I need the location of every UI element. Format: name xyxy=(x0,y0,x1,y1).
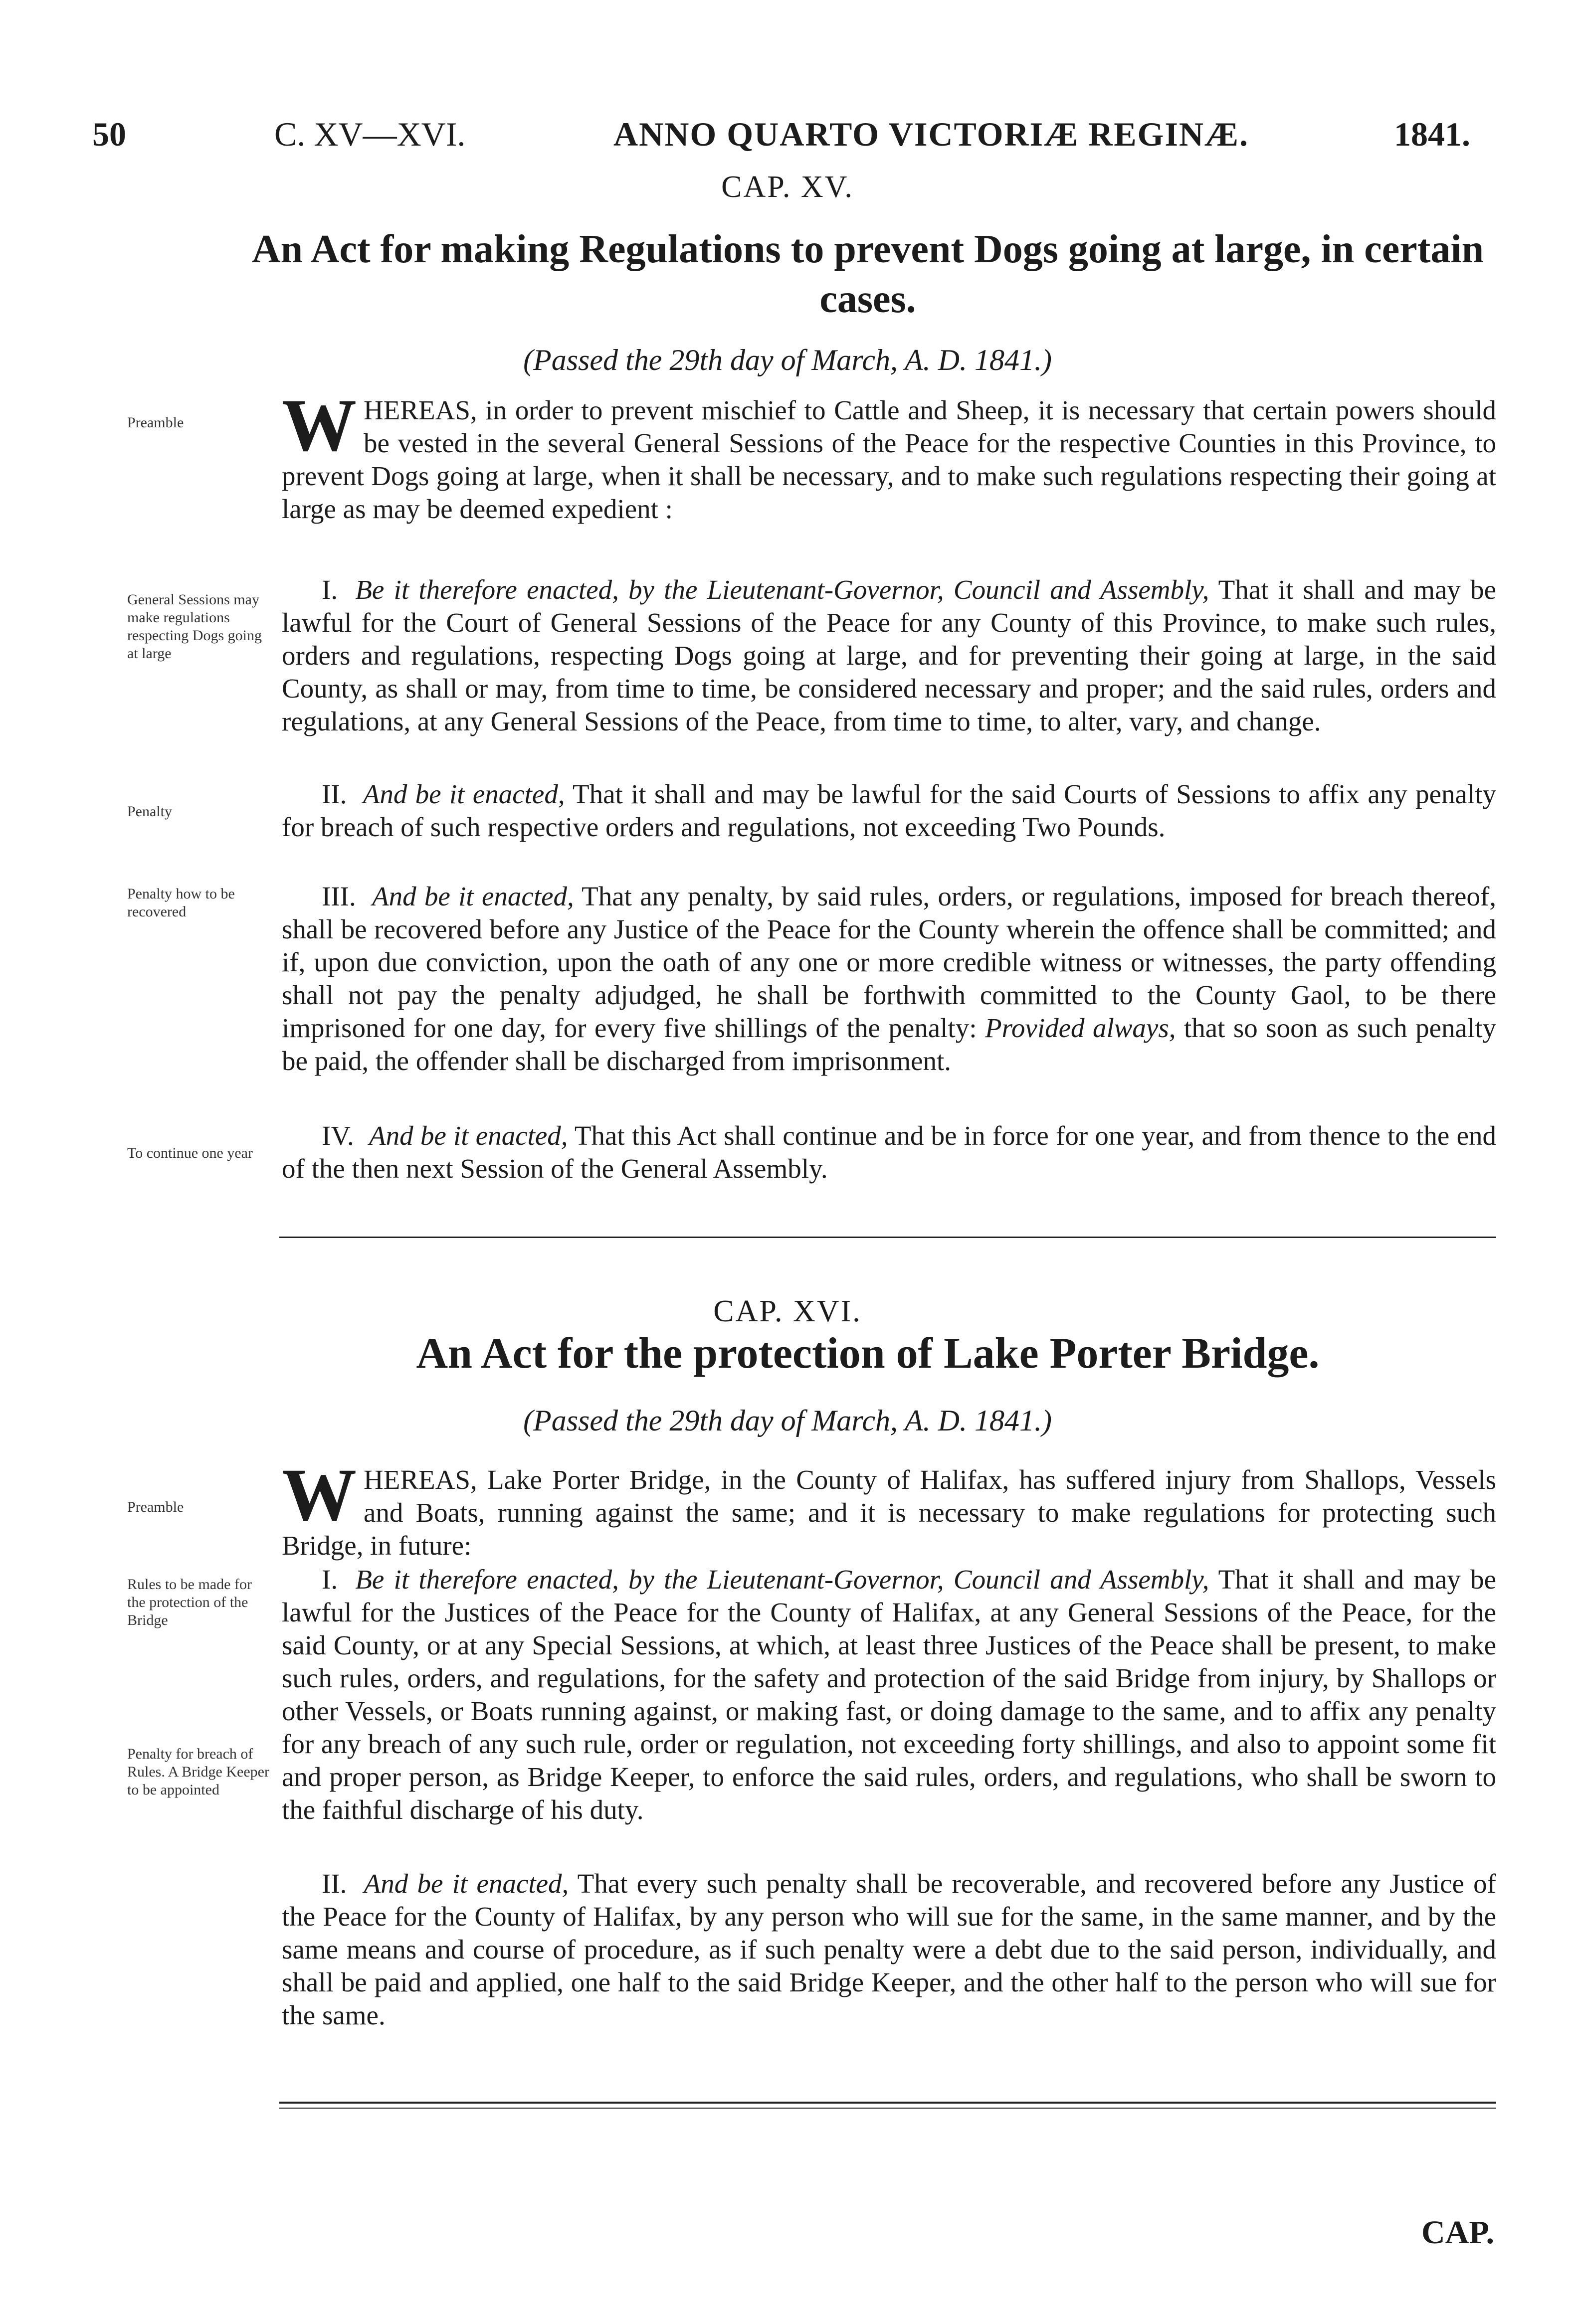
margin-note-preamble: Preamble xyxy=(127,414,184,431)
margin-note-penalty: Penalty xyxy=(127,803,172,820)
enacting-clause: And be it enacted, xyxy=(364,1868,569,1899)
section-number: II. xyxy=(322,1868,347,1899)
page-number: 50 xyxy=(92,115,126,153)
margin-note-bridge-keeper: Penalty for breach of Rules. A Bridge Keeper to be appointed xyxy=(127,1746,269,1798)
cap16-passed-date: (Passed the 29th day of March, A. D. 1841.) xyxy=(523,1404,1052,1437)
cap15-title: An Act for making Regulations to prevent Dogs going at large, in certain cases. xyxy=(251,227,1484,321)
cap15-label: CAP. XV. xyxy=(721,170,854,204)
section-text: That it shall and may be lawful for the said Courts of Sessions to affix any penalty for breach of such respective orders and regulations, not exceeding Two Pounds. xyxy=(282,779,1497,842)
cap15-section-1 xyxy=(282,573,1496,738)
enacting-clause: Be it therefore enacted, by the Lieutenant-Governor, Council and Assembly, xyxy=(355,574,1209,605)
margin-note-preamble: Preamble xyxy=(127,1499,184,1515)
chapter-range: C. XV—XVI. xyxy=(274,115,466,153)
margin-note-penalty-recovery: Penalty how to be recovered xyxy=(127,886,235,920)
section-number: III. xyxy=(322,881,356,911)
cap15-section-4 xyxy=(282,1119,1496,1185)
cap16-label: CAP. XVI. xyxy=(713,1294,862,1328)
section-text: That it shall and may be lawful for the Court of General Sessions of the Peace for any County of this Province, to make such rules, orders and regulations, respecting Dogs going at large, and for preventing their going at large, in the said County, as shall or may, from time to time, be considered necessary and proper; and the said rules, orders and regulations, at any General Sessions of the Peace, from time to time, to alter, vary, and change. xyxy=(282,574,1497,736)
section-number: IV. xyxy=(322,1120,354,1151)
section-divider xyxy=(279,1237,1496,1238)
section-text: that so soon as such penalty be paid, the offender shall be discharged from imprisonment. xyxy=(282,1013,1497,1076)
running-title: ANNO QUARTO VICTORIÆ REGINÆ. xyxy=(613,115,1249,153)
enacting-clause: And be it enacted, xyxy=(372,881,574,911)
cap16-section-1 xyxy=(282,1563,1496,1826)
end-rule xyxy=(279,2102,1496,2109)
cap15-preamble xyxy=(282,384,1496,526)
preamble-text: HEREAS, in order to prevent mischief to Cattle and Sheep, it is necessary that certain powers should be vested in the several General Sessions of the Peace for the respective Counties in this Province, to prevent Dogs going at large, when it shall be necessary, and to make such regulations respecting their going at large as may be deemed expedient : xyxy=(282,395,1496,524)
year: 1841. xyxy=(1394,115,1470,153)
running-head xyxy=(0,105,1575,165)
cap16-title: An Act for the protection of Lake Porter Bridge. xyxy=(416,1329,1320,1378)
preamble-text: HEREAS, Lake Porter Bridge, in the County of Halifax, has suffered injury from Shallops, Vessels and Boats, running against the same; and it is necessary to make regulations for protecting such Bridge, in future: xyxy=(282,1464,1496,1561)
section-text: That it shall and may be lawful for the Justices of the Peace for the County of Halifax, at any General Sessions of the Peace, for the said County, or at any Special Sessions, at which, at least three Justices of the Peace shall be present, to make such rules, orders, and regulations, for the safety and protection of the said Bridge from injury, by Shallops or other Vessels, or Boats running against, or making fast, or doing damage to the same, and to affix any penalty for any breach of any such rule, order or regulation, not exceeding forty shillings, and also to appoint some fit and proper person, as Bridge Keeper, to enforce the said rules, orders, and regulations, who shall be sworn to the faithful discharge of his duty. xyxy=(282,1564,1497,1825)
section-number: I. xyxy=(322,574,338,605)
enacting-clause: And be it enacted, xyxy=(363,779,565,809)
section-number: II. xyxy=(322,779,347,809)
cap16-preamble xyxy=(282,1453,1496,1562)
cap15-section-2 xyxy=(282,778,1496,844)
cap15-passed-date: (Passed the 29th day of March, A. D. 1841.) xyxy=(523,344,1052,376)
enacting-clause: And be it enacted, xyxy=(369,1120,568,1151)
section-text: That this Act shall continue and be in force for one year, and from thence to the end of the then next Session of the General Assembly. xyxy=(282,1120,1497,1184)
enacting-clause: Be it therefore enacted, by the Lieutenant-Governor, Council and Assembly, xyxy=(355,1564,1209,1595)
margin-note-general-sessions: General Sessions may make regulations respecting Dogs going at large xyxy=(127,591,262,662)
section-text: That every such penalty shall be recoverable, and recovered before any Justice of the Peace for the County of Halifax, by any person who will sue for the same, in the same manner, and by the same means and course of procedure, as if such penalty were a debt due to the said person, individually, and shall be paid and applied, one half to the said Bridge Keeper, and the other half to the person who will sue for the same. xyxy=(282,1868,1497,2030)
cap15-section-3 xyxy=(282,880,1496,1077)
proviso-clause: Provided always, xyxy=(984,1013,1176,1043)
cap16-section-2 xyxy=(282,1867,1496,2032)
section-number: I. xyxy=(322,1564,338,1595)
drop-cap: W xyxy=(282,1453,357,1536)
catchword: CAP. xyxy=(1421,2214,1495,2251)
drop-cap: W xyxy=(282,384,357,467)
margin-note-bridge-rules: Rules to be made for the protection of the Bridge xyxy=(127,1576,252,1628)
section-text: That any penalty, by said rules, orders, or regulations, imposed for breach thereof, shall be recovered before any Justice of the Peace for the County wherein the offence shall be committed; and if, upon due conviction, upon the oath of any one or more credible witness or witnesses, the party offending shall not pay the penalty adjudged, he shall be forthwith committed to the County Gaol, to be there imprisoned for one day, for every five shillings of the penalty: xyxy=(282,881,1497,1043)
margin-note-continuance: To continue one year xyxy=(127,1145,253,1161)
